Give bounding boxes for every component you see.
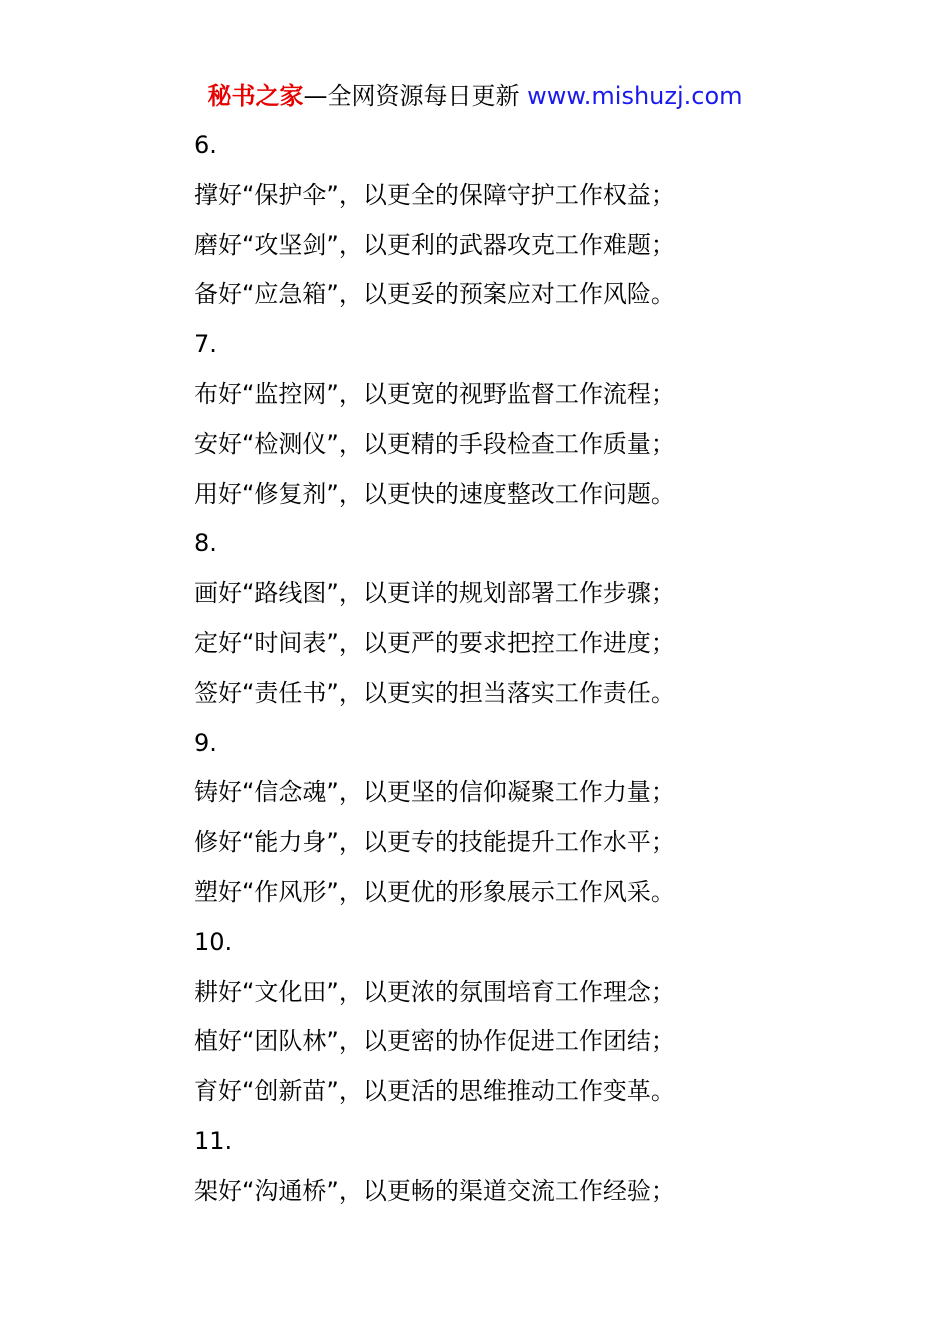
- site-header: [0, 80, 950, 112]
- text-line: 签好“责任书”，以更实的担当落实工作责任。: [194, 678, 675, 707]
- text-line: 用好“修复剂”，以更快的速度整改工作问题。: [194, 479, 675, 508]
- text-line: 磨好“攻坚剑”，以更利的武器攻克工作难题；: [194, 230, 675, 259]
- text-line: 定好“时间表”，以更严的要求把控工作进度；: [194, 628, 675, 657]
- text-line: 画好“路线图”，以更详的规划部署工作步骤；: [194, 579, 675, 608]
- section-number: 10.: [194, 927, 233, 956]
- text-line: 架好“沟通桥”，以更畅的渠道交流工作经验；: [194, 1176, 675, 1205]
- site-url-link[interactable]: www.mishuzj.com: [527, 82, 743, 110]
- site-tagline: —全网资源每日更新: [303, 82, 528, 110]
- text-line: 备好“应急箱”，以更妥的预案应对工作风险。: [194, 280, 675, 309]
- text-line: 育好“创新苗”，以更活的思维推动工作变革。: [194, 1077, 675, 1106]
- section-number: 11.: [194, 1126, 233, 1155]
- text-line: 修好“能力身”，以更专的技能提升工作水平；: [194, 828, 675, 857]
- section-number: 6.: [194, 131, 217, 159]
- text-line: 植好“团队林”，以更密的协作促进工作团结；: [194, 1027, 675, 1056]
- text-line: 撑好“保护伞”，以更全的保障守护工作权益；: [194, 180, 675, 209]
- document-body: [194, 124, 754, 1220]
- text-line: 耕好“文化田”，以更浓的氛围培育工作理念；: [194, 977, 675, 1006]
- section-number: 7.: [194, 330, 217, 359]
- text-line: 铸好“信念魂”，以更坚的信仰凝聚工作力量；: [194, 778, 675, 807]
- section-number: 9.: [194, 728, 217, 757]
- section-number: 8.: [194, 529, 217, 558]
- text-line: 布好“监控网”，以更宽的视野监督工作流程；: [194, 379, 675, 408]
- text-line: 塑好“作风形”，以更优的形象展示工作风采。: [194, 877, 675, 906]
- text-line: 安好“检测仪”，以更精的手段检查工作质量；: [194, 429, 675, 458]
- site-brand: 秘书之家: [207, 82, 304, 110]
